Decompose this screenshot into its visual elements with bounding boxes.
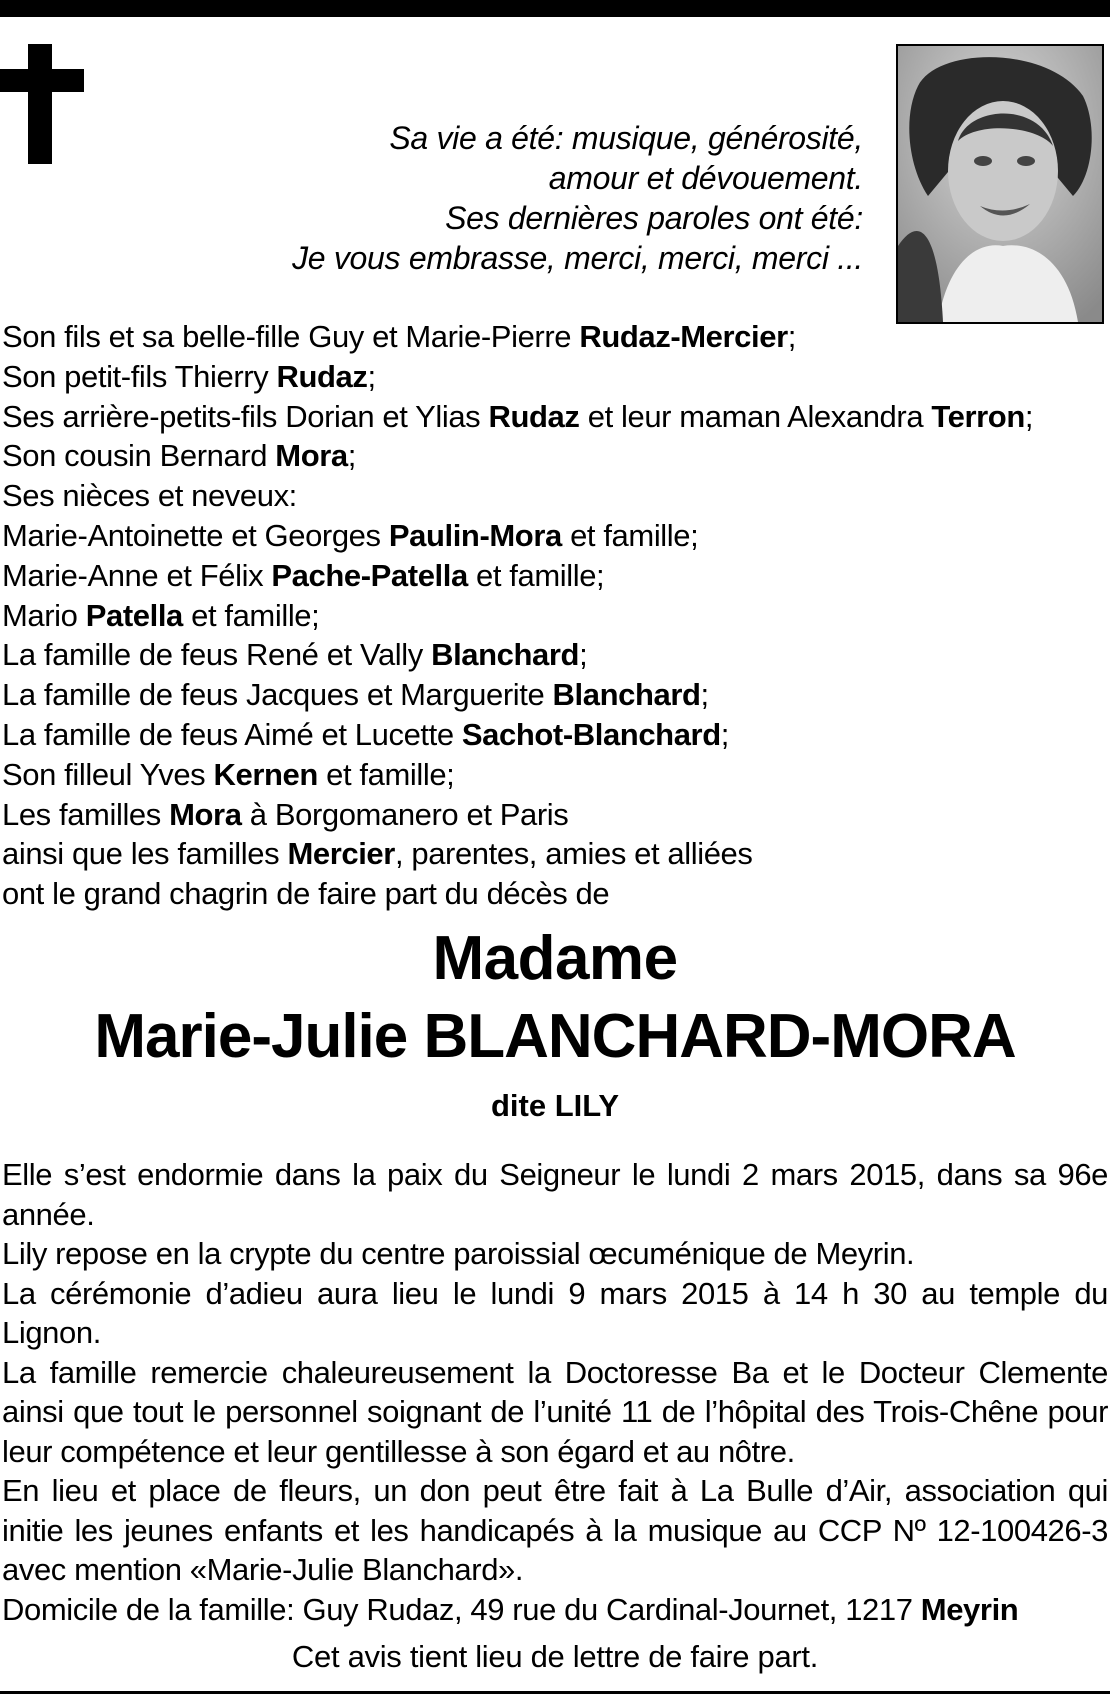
family-line <box>2 436 1107 476</box>
family-text: ainsi que les familles <box>2 836 288 872</box>
family-line <box>2 675 1107 715</box>
family-line <box>2 715 1107 755</box>
family-line <box>2 795 1107 835</box>
body-paragraph: La cérémonie d’adieu aura lieu le lundi 9 mars 2015 à 14 h 30 au temple du Lignon. <box>2 1275 1108 1350</box>
family-surname: Mora <box>275 438 348 474</box>
body-paragraph: En lieu et place de fleurs, un don peut être fait à La Bulle d’Air, association qui initie les jeunes enfants et les handicapés à la musique au CCP Nº 12-100426-3 avec mention «Marie-Julie Blanchard». <box>2 1473 1108 1587</box>
family-line <box>2 596 1107 636</box>
family-surname: Sachot-Blanchard <box>461 716 721 752</box>
family-text: Mario <box>2 597 86 633</box>
family-text: ; <box>1024 398 1034 434</box>
family-line <box>2 556 1107 596</box>
family-text: Son fils et sa belle-fille Guy et Marie-Pierre <box>2 319 580 354</box>
family-list <box>2 317 1107 914</box>
closing-note: Cet avis tient lieu de lettre de faire part. <box>291 1639 819 1674</box>
family-surname: Paulin-Mora <box>388 517 562 553</box>
family-text: , parentes, amies et alliées <box>394 836 753 872</box>
family-line <box>2 357 1107 397</box>
family-surname: Mercier <box>287 836 395 872</box>
family-text: Son petit-fils Thierry <box>2 358 277 394</box>
family-surname: Rudaz-Mercier <box>579 319 788 354</box>
family-surname: Mora <box>169 796 242 832</box>
family-surname: Patella <box>85 597 183 633</box>
family-text: et famille; <box>561 517 699 553</box>
epigraph-line: Sa vie a été: musique, générosité, <box>389 120 863 156</box>
family-text: à Borgomanero et Paris <box>241 796 569 832</box>
body-paragraph <box>2 1590 1108 1630</box>
portrait-photo <box>896 44 1104 324</box>
family-text: et famille; <box>467 557 605 593</box>
epigraph-line: Ses dernières paroles ont été: <box>445 200 863 236</box>
family-line <box>2 874 1107 914</box>
body-paragraph: Lily repose en la crypte du centre paroissial œcuménique de Meyrin. <box>2 1236 915 1271</box>
family-line <box>2 516 1107 556</box>
deceased-title: Madame <box>432 924 678 993</box>
family-line <box>2 317 1107 357</box>
top-rule <box>0 0 1110 17</box>
family-line <box>2 635 1107 675</box>
announcement-body <box>2 1155 1108 1629</box>
family-surname: Blanchard <box>552 677 701 713</box>
family-text: et famille; <box>317 756 455 792</box>
family-line <box>2 834 1107 874</box>
family-text: Les familles <box>2 796 170 832</box>
family-text: ; <box>347 438 356 474</box>
bottom-rule <box>0 1691 1110 1694</box>
family-text: Son filleul Yves <box>2 756 214 792</box>
epigraph <box>223 118 863 278</box>
family-text: Ses arrière-petits-fils Dorian et Ylias <box>2 398 489 434</box>
family-text: La famille de feus René et Vally <box>2 637 432 673</box>
family-line <box>2 476 1107 516</box>
deceased-name: Marie-Julie BLANCHARD-MORA <box>94 1002 1016 1071</box>
family-text: ont le grand chagrin de faire part du décès de <box>2 876 610 912</box>
family-surname: Blanchard <box>431 637 580 673</box>
family-surname: Kernen <box>213 756 318 792</box>
deceased-alias: dite LILY <box>490 1088 620 1123</box>
family-text: ; <box>579 637 588 673</box>
family-text: ; <box>787 319 796 354</box>
epigraph-line: Je vous embrasse, merci, merci, merci ... <box>292 240 863 276</box>
family-text: et famille; <box>182 597 320 633</box>
family-text: La famille de feus Aimé et Lucette <box>2 716 462 752</box>
family-text: ; <box>367 358 376 394</box>
domicile-city: Meyrin <box>920 1591 1019 1627</box>
family-line <box>2 397 1107 437</box>
family-line <box>2 755 1107 795</box>
family-text: Ses nièces et neveux: <box>2 478 297 514</box>
family-surname: Rudaz <box>488 398 580 434</box>
family-text: Son cousin Bernard <box>2 438 276 474</box>
family-text: ; <box>700 677 709 713</box>
family-text: et leur maman Alexandra <box>579 398 932 434</box>
family-text: Marie-Antoinette et Georges <box>2 517 389 553</box>
epigraph-line: amour et dévouement. <box>548 160 863 196</box>
cross-icon <box>0 44 84 164</box>
family-text: ; <box>720 716 729 752</box>
family-text: La famille de feus Jacques et Marguerite <box>2 677 553 713</box>
body-paragraph: Elle s’est endormie dans la paix du Seigneur le lundi 2 mars 2015, dans sa 96e année. <box>2 1157 1108 1232</box>
family-text: Marie-Anne et Félix <box>2 557 272 593</box>
family-surname: Rudaz <box>276 358 368 394</box>
family-surname: Pache-Patella <box>271 557 468 593</box>
body-paragraph: La famille remercie chaleureusement la Doctoresse Ba et le Docteur Clemente ainsi que tout le personnel soignant de l’unité 11 de l’hôpital des Trois-Chêne pour leur compétence et leur gentillesse à son égard et au nôtre. <box>2 1354 1108 1469</box>
family-surname: Terron <box>931 398 1025 434</box>
domicile-text: Domicile de la famille: Guy Rudaz, 49 rue du Cardinal-Journet, 1217 <box>2 1591 921 1627</box>
